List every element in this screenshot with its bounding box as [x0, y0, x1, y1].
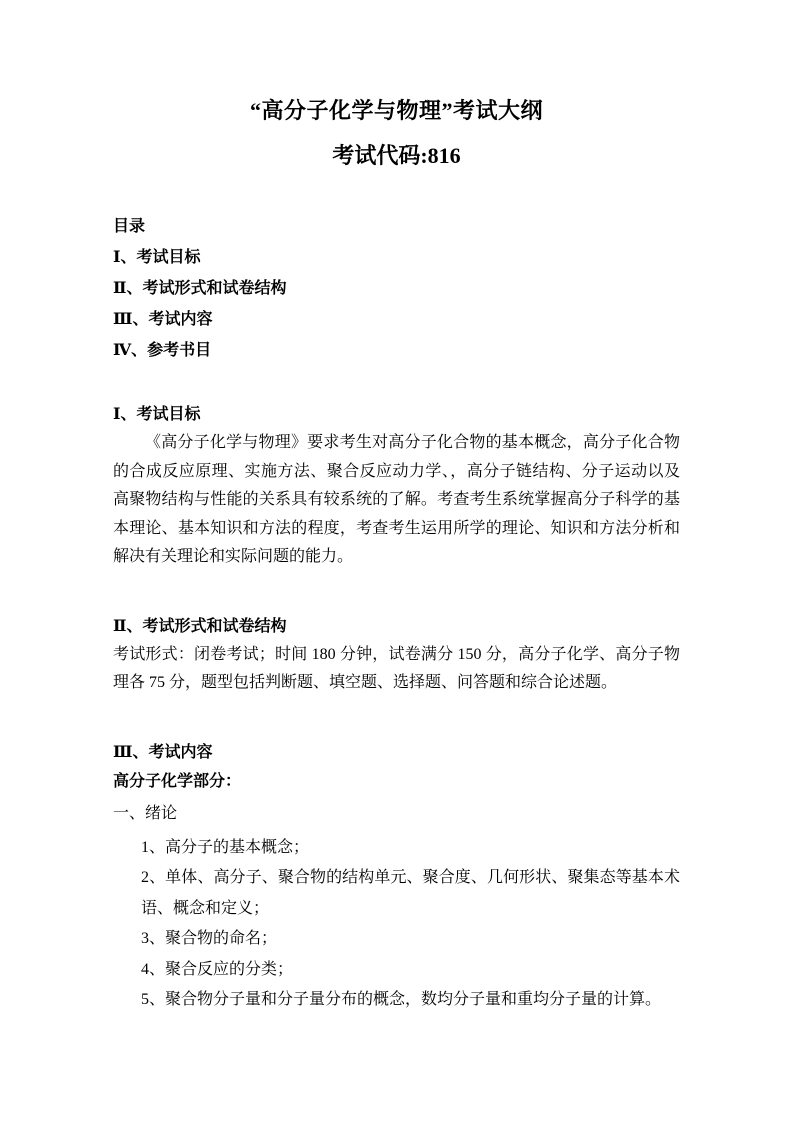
toc-item-exam-content: Ⅲ、考试内容: [113, 311, 213, 328]
toc-item-references: Ⅳ、参考书目: [113, 342, 212, 359]
list-item: 3、聚合物的命名；: [141, 930, 278, 947]
section-heading: Ⅱ、考试形式和试卷结构: [113, 617, 287, 635]
toc-heading: 目录: [113, 218, 146, 235]
section-exam-content: [113, 738, 680, 1016]
list-item: 1、高分子的基本概念；: [141, 838, 310, 856]
section-body: 考试形式：闭卷考试；时间 180 分钟，试卷满分 150 分，高分子化学、高分子物理各 75 分，题型包括判断题、填空题、选择题、问答题和综合论述题。: [113, 645, 680, 691]
section-heading: Ⅲ、考试内容: [113, 743, 213, 761]
chapter-introduction: 一、绪论: [113, 804, 178, 822]
table-of-contents: [113, 211, 680, 366]
section-body: 《高分子化学与物理》要求考生对高分子化合物的基本概念，高分子化合物的合成反应原理、实施方法、聚合反应动力学、，高分子链结构、分子运动以及高聚物结构与性能的关系具有较系统的了解。考查考生系统掌握高分子科学的基本理论、基本知识和方法的程度，考查考生运用所学的理论、知识和方法分析和解决有关理论和实际问题的能力。: [113, 434, 680, 565]
list-item: 4、聚合反应的分类；: [141, 960, 294, 978]
section-heading: Ⅰ、考试目标: [113, 406, 201, 423]
section-exam-format: [113, 612, 680, 698]
chapter-topic-list: [141, 833, 680, 1016]
toc-item-exam-format: Ⅱ、考试形式和试卷结构: [113, 280, 287, 297]
document-title: “高分子化学与物理”考试大纲: [249, 98, 543, 123]
exam-code: 考试代码:816: [332, 143, 461, 168]
toc-item-exam-objectives: Ⅰ、考试目标: [113, 249, 201, 266]
subheading-polymer-chemistry: 高分子化学部分：: [113, 772, 242, 790]
list-item: 2、单体、高分子、聚合物的结构单元、聚合度、几何形状、聚集态等基本术语、概念和定义；: [141, 869, 680, 917]
list-item: 5、聚合物分子量和分子量分布的概念，数均分子量和重均分子量的计算。: [141, 991, 662, 1008]
section-exam-objectives: [113, 400, 680, 572]
